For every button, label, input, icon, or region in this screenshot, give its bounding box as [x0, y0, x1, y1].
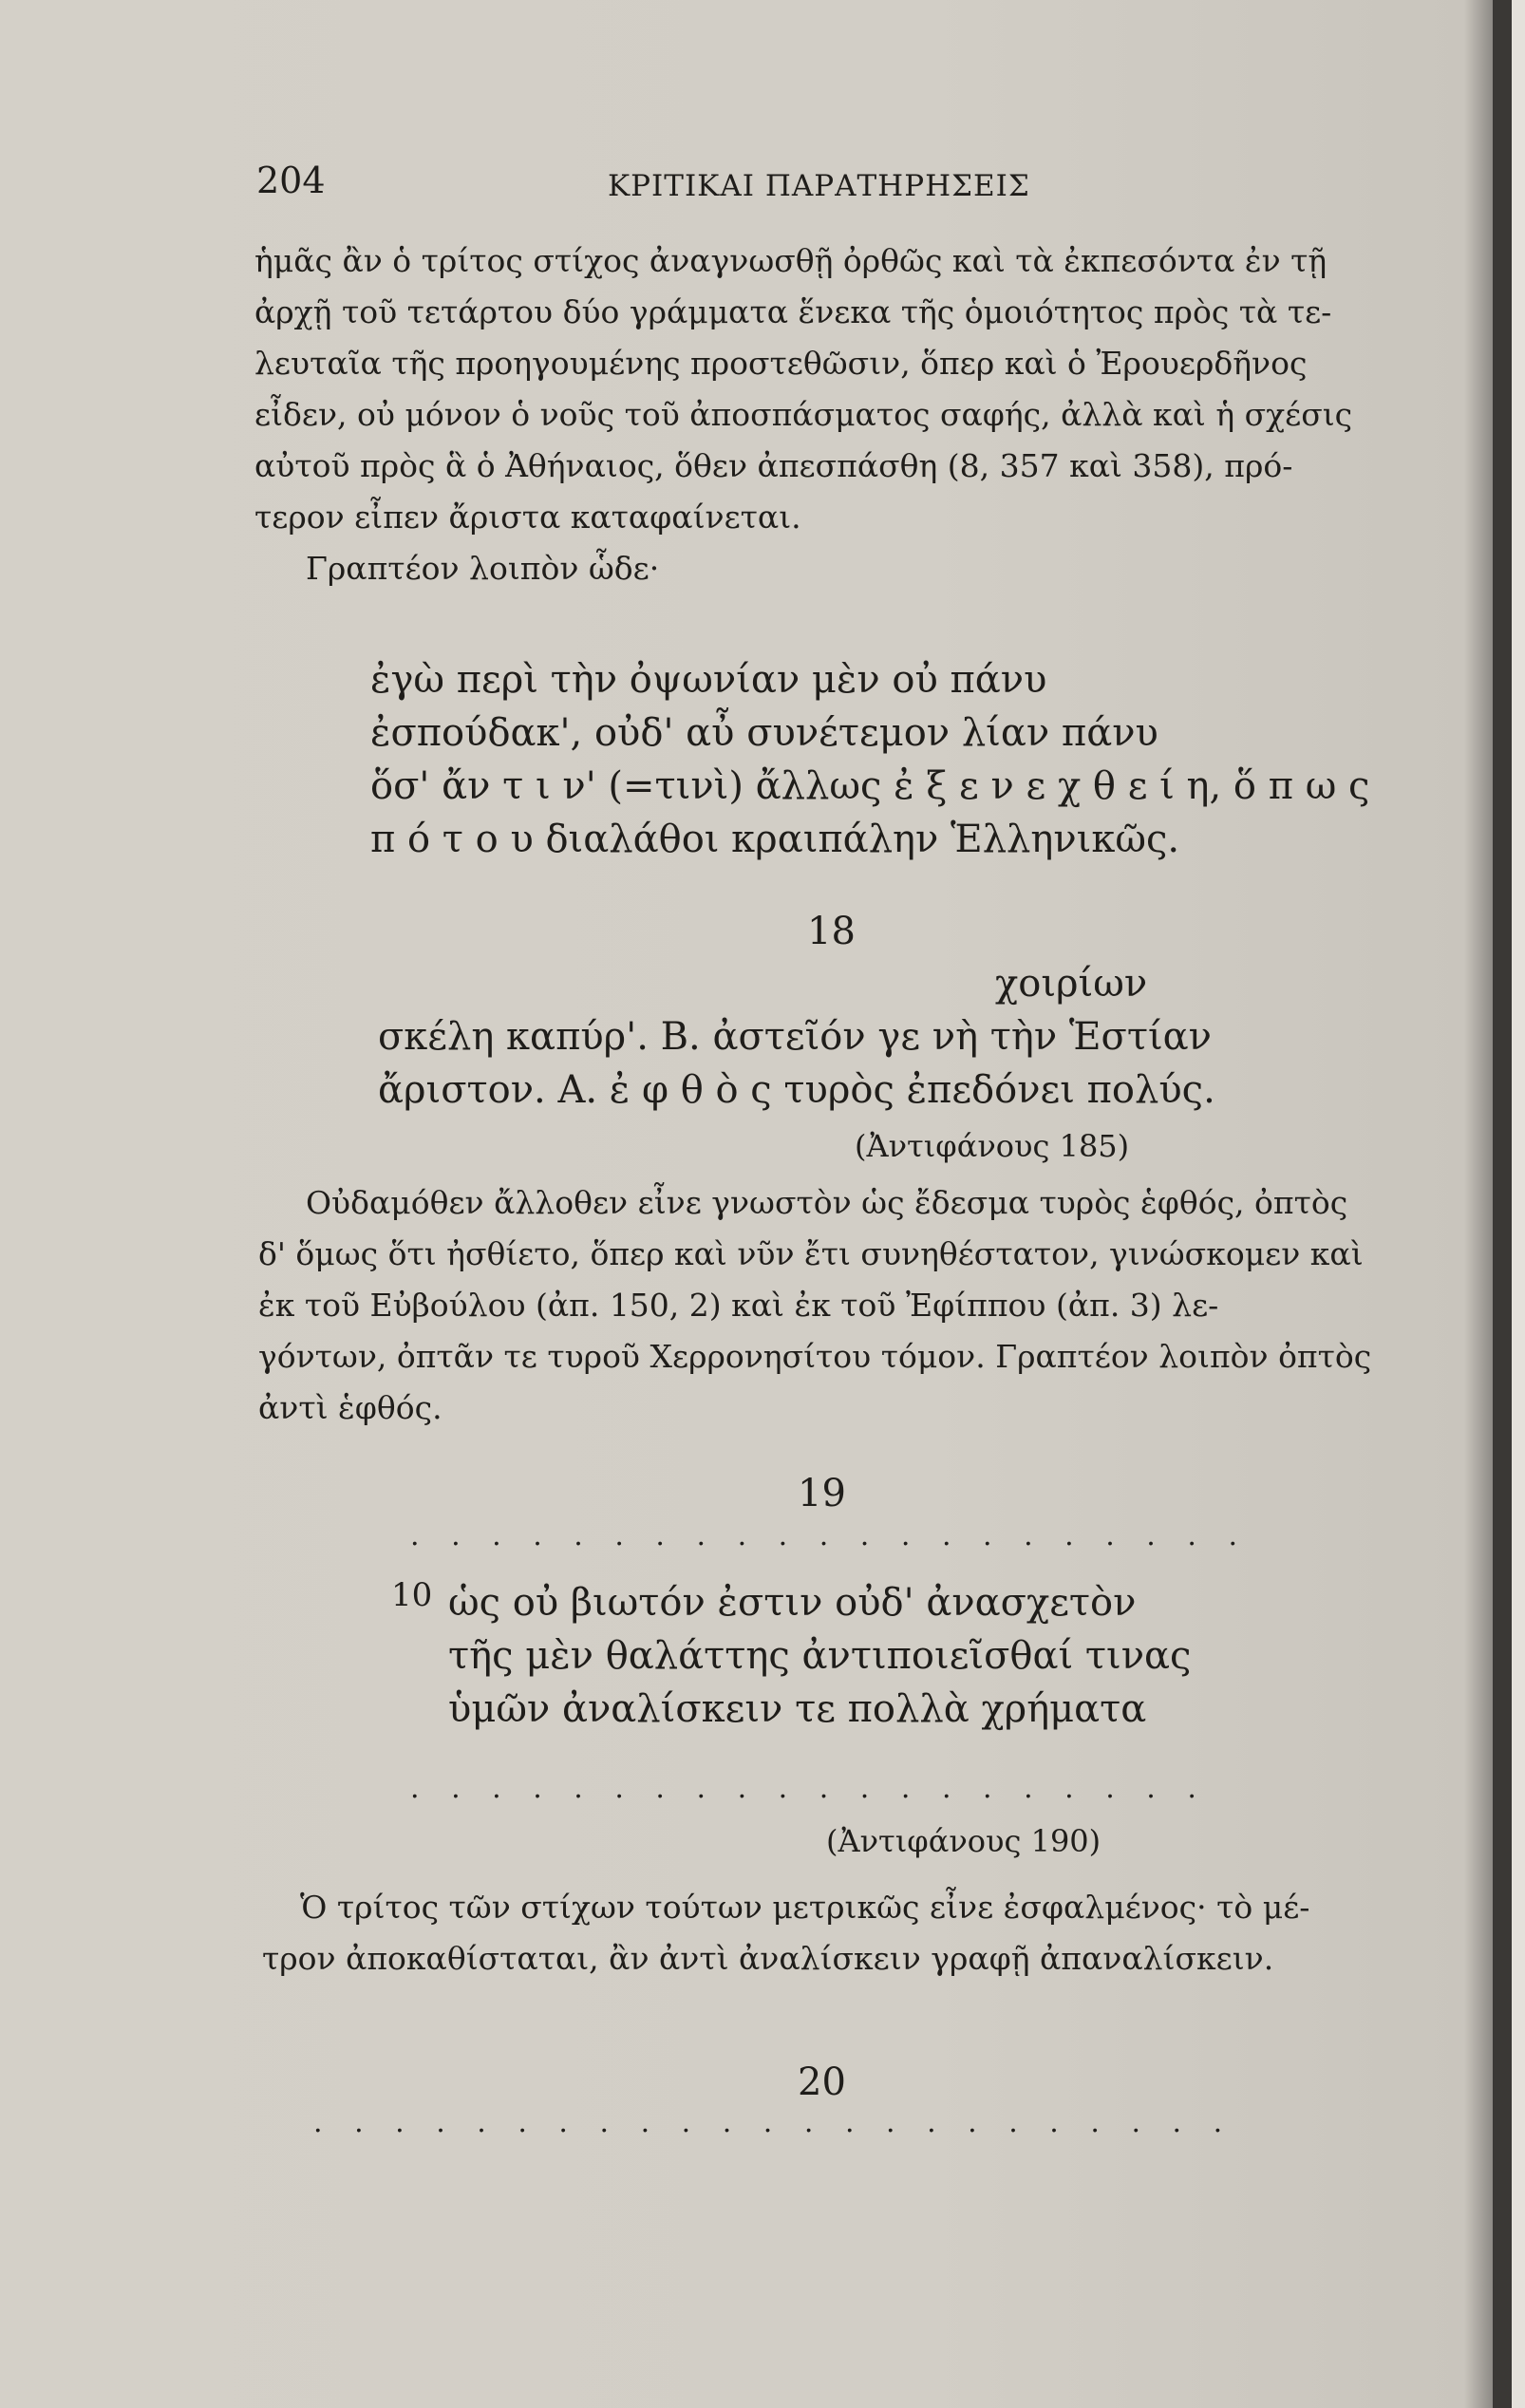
verse-18-first [995, 957, 1147, 1010]
text-line: τρον ἀποκαθίσταται, ἂν ἀντὶ ἀναλίσκειν γραφῇ ἀπαναλίσκειν. [262, 1940, 1274, 1977]
verse-line: τῆς μὲν θαλάττης ἀντιποιεῖσθαί τινας [448, 1634, 1192, 1678]
page-header [256, 160, 1424, 216]
verse-line: ὑμῶν ἀναλίσκειν τε πολλὰ χρήματα [448, 1687, 1147, 1731]
text-line: Οὐδαμόθεν ἄλλοθεν εἶνε γνωστὸν ὡς ἔδεσμα τυρὸς ἑφθός, ὀπτὸς [306, 1184, 1348, 1221]
write-thus-line [306, 543, 1160, 594]
text-line: Ὁ τρίτος τῶν στίχων τούτων μετρικῶς εἶνε ἐσφαλμένος· τὸ μέ- [300, 1889, 1310, 1926]
text-line: ἡμᾶς ἂν ὁ τρίτος στίχος ἀναγνωσθῇ ὀρθῶς καὶ τὰ ἐκπεσόντα ἐν τῇ [254, 242, 1327, 279]
verse-line: π ό τ ο υ διαλάθοι κραιπάλην Ἑλληνικῶς. [370, 818, 1180, 861]
ellipsis-dots: . . . . . . . . . . . . . . . . . . . . [410, 1772, 1208, 1805]
fragment-number-20: 20 [798, 2060, 846, 2104]
verse-line: ὡς οὐ βιωτόν ἐστιν οὐδ' ἀνασχετὸν [448, 1581, 1137, 1625]
verse-line: σκέλη καπύρ'. Β. ἀστεῖόν γε νὴ τὴν Ἑστίαν [378, 1015, 1212, 1059]
verse-line: ἄριστον. Α. ἐ φ θ ὸ ς τυρὸς ἐπεδόνει πολύς. [378, 1068, 1215, 1112]
ellipsis-dots: . . . . . . . . . . . . . . . . . . . . . . . [313, 2106, 1234, 2139]
running-title: ΚΡΙΤΙΚΑΙ ΠΑΡΑΤΗΡΗΣΕΙΣ [608, 169, 1030, 203]
commentary-18 [258, 1177, 1436, 1434]
intro-paragraph [254, 235, 1432, 543]
text-line: τερον εἶπεν ἄριστα καταφαίνεται. [254, 499, 801, 536]
citation-19: (Ἀντιφάνους 190) [826, 1823, 1101, 1859]
text-line: γόντων, ὀπτᾶν τε τυροῦ Χερρονησίτου τόμον. Γραπτέον λοιπὸν ὀπτὸς [258, 1338, 1372, 1375]
text-line: αὐτοῦ πρὸς ἃ ὁ Ἀθήναιος, ὅθεν ἀπεσπάσθη (8, 357 καὶ 358), πρό- [254, 447, 1293, 484]
text-line: ἀρχῇ τοῦ τετάρτου δύο γράμματα ἕνεκα τῆς ὁμοιότητος πρὸς τὰ τε- [254, 293, 1332, 330]
commentary-19 [262, 1882, 1440, 1985]
citation-18: (Ἀντιφάνους 185) [855, 1128, 1130, 1164]
text-line: ἐκ τοῦ Εὐβούλου (ἀπ. 150, 2) καὶ ἐκ τοῦ Ἐφίππου (ἀπ. 3) λε- [258, 1287, 1219, 1324]
verse-block-1 [370, 653, 1369, 866]
verse-block-18 [378, 1010, 1215, 1117]
line-number-10: 10 [391, 1576, 433, 1614]
page-edge [1512, 0, 1525, 2408]
verse-line: ἐσπούδακ', οὐδ' αὖ συνέτεμον λίαν πάνυ [370, 711, 1158, 755]
fragment-number-18: 18 [807, 910, 856, 953]
text-line: δ' ὅμως ὅτι ἠσθίετο, ὅπερ καὶ νῦν ἔτι συνηθέστατον, γινώσκομεν καὶ [258, 1235, 1364, 1272]
verse-line: χοιρίων [995, 962, 1148, 1006]
book-spine-shadow [1493, 0, 1512, 2408]
text-line: Γραπτέον λοιπὸν ὧδε· [306, 550, 660, 587]
fragment-number-19: 19 [798, 1472, 846, 1515]
text-line: ἀντὶ ἑφθός. [258, 1389, 442, 1426]
text-line: λευταῖα τῆς προηγουμένης προστεθῶσιν, ὅπερ καὶ ὁ Ἐρουερδῆνος [254, 345, 1308, 382]
verse-block-19 [448, 1576, 1191, 1736]
page-number: 204 [256, 160, 326, 201]
ellipsis-dots: . . . . . . . . . . . . . . . . . . . . . [410, 1519, 1249, 1552]
text-line: εἶδεν, οὐ μόνον ὁ νοῦς τοῦ ἀποσπάσματος σαφής, ἀλλὰ καὶ ἡ σχέσις [254, 396, 1353, 433]
verse-line: ἐγὼ περὶ τὴν ὀψωνίαν μὲν οὐ πάνυ [370, 658, 1047, 702]
verse-line: ὅσ' ἄν τ ι ν' (=τινὶ) ἄλλως ἐ ξ ε ν ε χ θ ε ί η, ὅ π ω ς [370, 764, 1370, 808]
